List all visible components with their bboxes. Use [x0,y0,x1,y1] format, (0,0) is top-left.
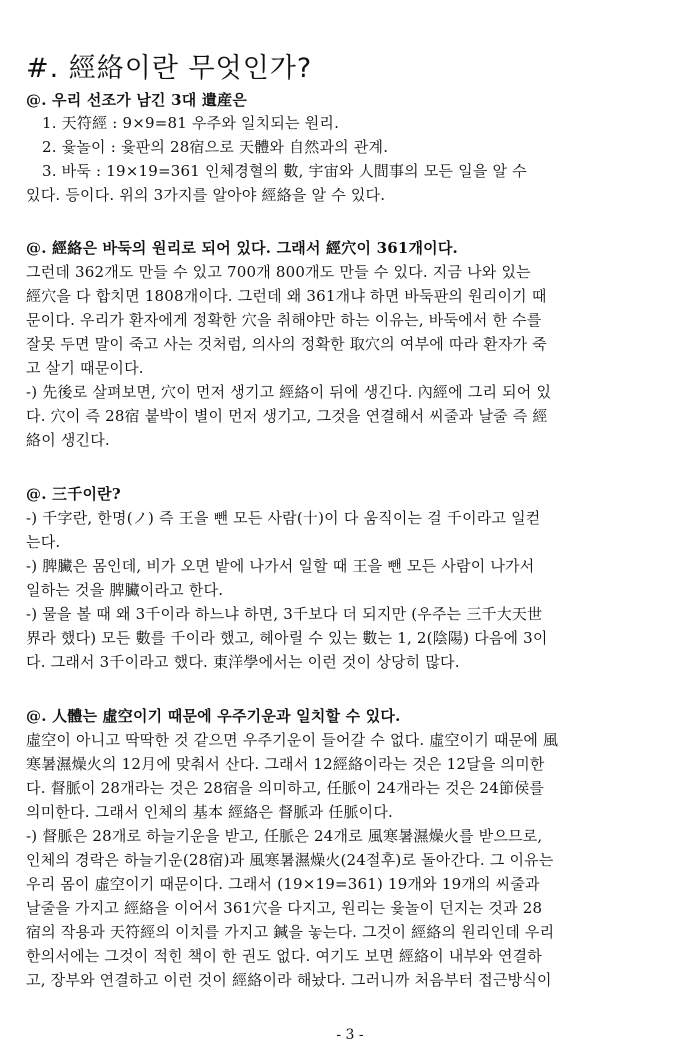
text-line: 일하는 것을 脾臟이라고 한다. [26,581,224,599]
list-item: 2. 윷놀이 : 윷판의 28宿으로 天體와 自然과의 관계. [42,138,389,156]
text-line: 經穴을 다 합치면 1808개이다. 그런데 왜 361개냐 하면 바둑판의 원리이기 때 [26,287,547,305]
text-line: 寒暑濕燥火의 12月에 맞춰서 산다. 그래서 12經絡이라는 것은 12달을 의미한 [26,755,545,773]
text-line: 우리 몸이 虛空이기 때문이다. 그래서 (19×19=361) 19개와 19개의 씨줄과 [26,875,540,893]
page-number: - 3 - [336,1027,364,1043]
text-line: 다. 그래서 3千이라고 했다. 東洋學에서는 이런 것이 상당히 많다. [26,653,460,671]
section-heading: @. 三千이란? [26,485,121,503]
text-line: 그런데 362개도 만들 수 있고 700개 800개도 만들 수 있다. 지금 나와 있는 [26,263,531,281]
text-line: -) 脾臟은 몸인데, 비가 오면 밭에 나가서 일할 때 王을 뺀 모든 사람이 나가서 [26,557,535,575]
text-line: -) 督脈은 28개로 하늘기운을 받고, 任脈은 24개로 風寒暑濕燥火를 받으므로, [26,827,543,845]
list-item: 1. 天符經 : 9×9=81 우주와 일치되는 원리. [42,114,340,132]
text-line: 문이다. 우리가 환자에게 정확한 穴을 취해야만 하는 이유는, 바둑에서 한 수를 [26,311,542,329]
text-line: -) 先後로 살펴보면, 穴이 먼저 생기고 經絡이 뒤에 생긴다. 內經에 그리 되어 있 [26,383,552,401]
text-line: 인체의 경락은 하늘기운(28宿)과 風寒暑濕燥火(24절후)로 돌아간다. 그 이유는 [26,851,554,869]
text-line: 絡이 생긴다. [26,431,110,449]
text-line: 다. 督脈이 28개라는 것은 28宿을 의미하고, 任脈이 24개라는 것은 24節侯를 [26,779,545,797]
text-line: 의미한다. 그래서 인체의 基本 經絡은 督脈과 任脈이다. [26,803,394,821]
text-line: -) 千字란, 한명(ノ) 즉 王을 뺀 모든 사람(十)이 다 움직이는 걸 千이라고 일컫 [26,509,541,527]
text-line: 고, 장부와 연결하고 이런 것이 經絡이라 해놨다. 그러니까 처음부터 접근방식이 [26,971,552,989]
text-line: 있다. 등이다. 위의 3가지를 알아야 經絡을 알 수 있다. [26,186,386,204]
list-item: 3. 바둑 : 19×19=361 인체경혈의 數, 宇宙와 人間事의 모든 일을 알 수 [42,162,527,180]
text-line: 고 살기 때문이다. [26,359,144,377]
text-line: 다. 穴이 즉 28宿 붙박이 별이 먼저 생기고, 그것을 연결해서 씨줄과 날줄 즉 經 [26,407,548,425]
text-line: 界라 했다) 모든 數를 千이라 했고, 헤아릴 수 있는 數는 1, 2(陰陽) 다음에 3이 [26,629,548,647]
section-heading: @. 人體는 虛空이기 때문에 우주기운과 일치할 수 있다. [26,707,401,725]
text-line: 날줄을 가지고 經絡을 이어서 361穴을 다지고, 원리는 윷놀이 던지는 것과 28 [26,899,543,917]
page-title: #. 經絡이란 무엇인가? [26,53,313,84]
text-line: 虛空이 아니고 딱딱한 것 같으면 우주기운이 들어갈 수 없다. 虛空이기 때문에 風 [26,731,559,749]
section-heading: @. 우리 선조가 남긴 3대 遺産은 [26,91,247,109]
section-heading: @. 經絡은 바둑의 원리로 되어 있다. 그래서 經穴이 361개이다. [26,239,458,257]
text-line: 잘못 두면 말이 죽고 사는 것처럼, 의사의 정확한 取穴의 여부에 따라 환자가 죽 [26,335,547,353]
text-line: 는다. [26,533,61,551]
text-line: 宿의 작용과 天符經의 이치를 가지고 鍼을 놓는다. 그것이 經絡의 원리인데 우리 [26,923,555,941]
text-line: -) 물을 볼 때 왜 3千이라 하느냐 하면, 3千보다 더 되지만 (우주는 三千大天世 [26,605,543,623]
text-line: 한의서에는 그것이 적힌 책이 한 권도 없다. 여기도 보면 經絡이 내부와 연결하 [26,947,543,965]
